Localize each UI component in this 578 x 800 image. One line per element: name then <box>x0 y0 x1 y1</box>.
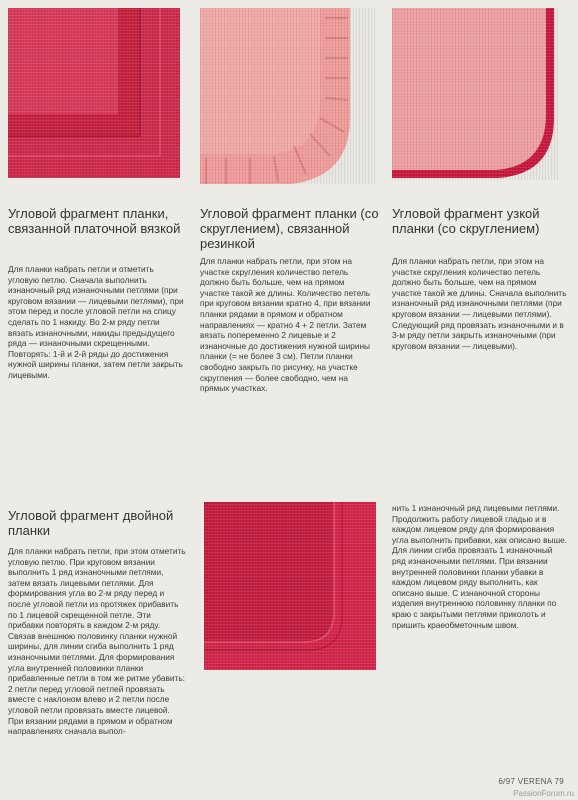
section-4-body-col1: Для планки набрать петли, при этом отметить угловую петлю. При круговом вязании выполнить 1 ряд изнаночными петлями, затем вязать лицевыми петлями. Для формирования угла во 2-м ряду перед и после угловой петли из протяжек прибавить по 1 лицевой скрещенной петле. Эти прибавки повторять в каждом 2-м ряду. Связав внешнюю половинку планки нужной ширины, для линии сгиба выполнить 1 ряд изнаночными петлями. Для формирования угла внутренней половинки планки прибавленные петли в том же ритме убавить: 2 петли перед угловой петлей провязать вместе с наклоном влево и 2 петли после угловой петли провязать вместе лицевой. При вязании рядами в прямом и обратном направлениях сначала выпол- <box>8 546 186 737</box>
page-folio: 6/97 VERENA 79 <box>498 777 564 786</box>
watermark: PassionForum.ru <box>513 789 574 798</box>
swatch-photo-double-corner <box>204 502 376 670</box>
section-3-body: Для планки набрать петли, при этом на участке скругления количество петель должно быть больше, чем на прямом участке такой же длины. Сначала выполнить изнаночный ряд изнаночными петлями (при круговом вязании — лицевыми петлями). Следующий ряд провязать изнаночными и в 3-м ряду петли закрыть изнаночными (при круговом вязании — лицевыми). <box>392 256 567 351</box>
section-1-heading: Угловой фрагмент планки, связанной платочной вязкой <box>8 206 181 236</box>
section-1-body: Для планки набрать петли и отметить угловую петлю. Сначала выполнить изнаночный ряд изнаночными петлями (при круговом вязании — лицевыми петлями), при этом перед и после угловой петли на спицу сделать по 1 накиду. Во 2-м ряду петли вязать изнаночными, накиды предыдущего ряда — изнаночными скрещенными. Повторять: 1-й и 2-й ряды до достижения нужной ширины планки, затем петли закрыть лицевыми. <box>8 264 184 380</box>
swatch-photo-rib-corner <box>200 8 376 184</box>
section-4-body-col2: нить 1 изнаночный ряд лицевыми петлями. Продолжить работу лицевой гладью и в каждом лицевом ряду для формирования угла выполнить прибавки, как описано выше. Для линии сгиба провязать 1 изнаночный ряд изнаночными петлями. При вязании внутренней половинки планки убавки в каждом лицевом ряду выполнить, как описано выше. С изнаночной стороны изделия внутреннюю половинку планки по краю с закрытыми петлями приколоть и пришить краеобметочным швом. <box>392 503 568 630</box>
swatch-photo-narrow-corner <box>392 8 558 180</box>
section-2-heading: Угловой фрагмент планки (со скруглением), связанной резинкой <box>200 206 379 251</box>
section-4-heading: Угловой фрагмент двойной планки <box>8 508 174 538</box>
swatch-photo-garter-corner <box>8 8 180 178</box>
section-2-body: Для планки набрать петли, при этом на участке скругления количество петель должно быть больше, чем на прямом участке такой же длины. Количество петель при круговом вязании кратно 4, при вязании планки рядами в прямом и обратном направлениях — кратно 4 + 2 петли. Затем вязать попеременно 2 лицевые и 2 изнаночные до достижения нужной ширины планки (= не более 3 см). Петли планки свободно закрыть по рисунку, на участке скругления — более свободно, чем на прямых участках. <box>200 256 371 394</box>
section-3-heading: Угловой фрагмент узкой планки (со скруглением) <box>392 206 540 236</box>
